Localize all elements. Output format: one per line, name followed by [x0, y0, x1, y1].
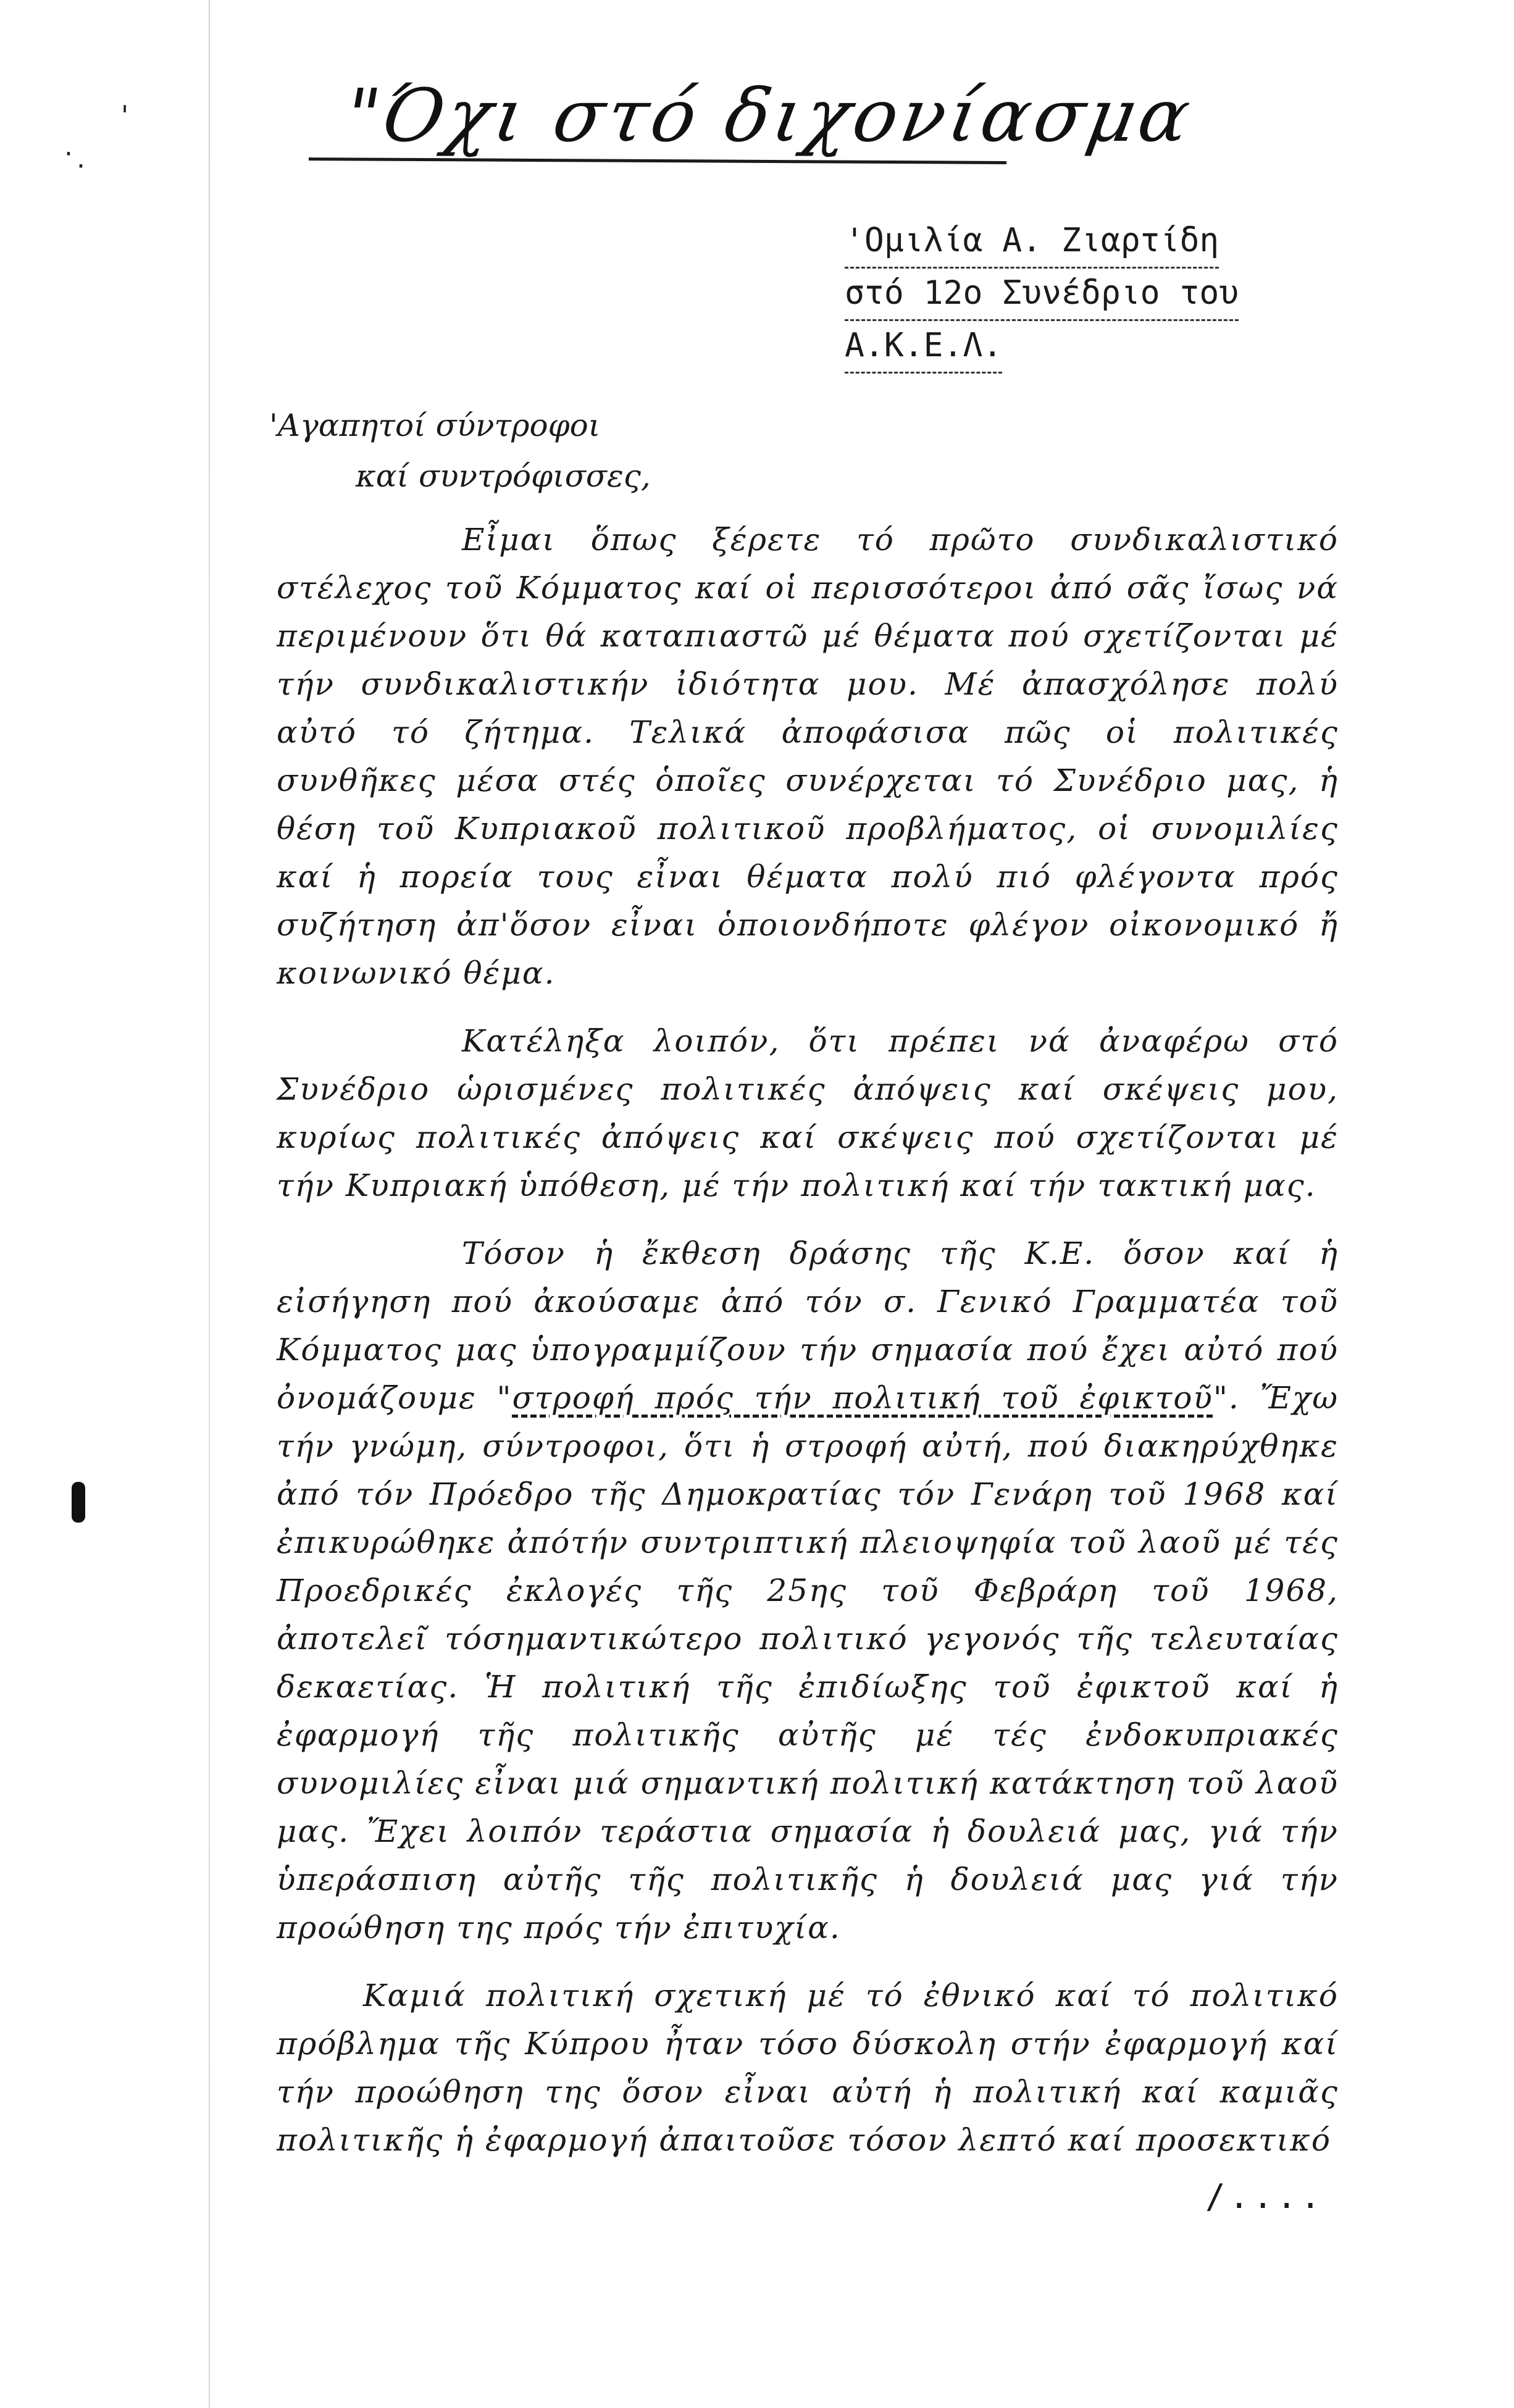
punch-hole-mark — [72, 1482, 85, 1523]
paragraph-3-start: Τόσον ἡ ἔκθεση δράσης τῆς Κ.Ε. ὅσον καί ἡ εἰσήγηση πού ἀκούσαμε ἀπό τόν σ. Γενικό Γραμματέα τοῦ Κόμματος μας ὑπογραμμίζουν τήν σημασία πού ἔχει αὐτό πού ὀνομάζουμε " — [277, 1235, 1339, 1416]
paragraph-4: Καμιά πολιτική σχετική μέ τό ἐθνικό καί τό πολιτικό πρόβλημα τῆς Κύπρου ἦταν τόσο δύσκολη στήν ἐφαρμογή καί τήν προώθηση της ὅσον εἶναι αὐτή ἡ πολιτική καί καμιᾶς πολιτικῆς ἡ ἐφαρμογή ἀπαιτοῦσε τόσον λεπτό καί προσεκτικό — [277, 1978, 1339, 2158]
page-edge-shadow — [209, 0, 210, 2408]
header-line-1: 'Ομιλία Α. Ζιαρτίδη — [845, 216, 1219, 269]
scan-mark: ' — [121, 100, 129, 132]
handwritten-title: "Όχι στό διχονίασμα — [338, 73, 1200, 158]
header-line-2: στό 12ο Συνέδριο του — [845, 269, 1239, 321]
paragraph-1: Εἶμαι ὅπως ξέρετε τό πρῶτο συνδικαλιστικό στέλεχος τοῦ Κόμματος καί οἱ περισσότεροι ἀπό σᾶς ἴσως νά περιμένουν ὅτι θά καταπιαστῶ μέ θέματα πού σχετίζονται μέ τήν συνδικαλιστικήν ἰδιότητα μου. Μέ ἀπασχόλησε πολύ αὐτό τό ζήτημα. Τελικά ἀποφάσισα πῶς οἱ πολιτικές συνθῆκες μέσα στές ὁποῖες συνέρχεται τό Συνέδριο μας, ἡ θέση τοῦ Κυπριακοῦ πολιτικοῦ προβλήματος, οἱ συνομιλίες καί ἡ πορεία τους εἶναι θέματα πολύ πιό φλέγοντα πρός συζήτηση ἀπ'ὅσον εἶναι ὁποιονδήποτε φλέγον οἰκονομικό ἤ κοινωνικό θέμα. — [277, 522, 1339, 991]
speech-header — [845, 216, 1239, 374]
salutation-line-2: καί συντρόφισσες, — [356, 458, 651, 494]
paragraph-3 — [277, 1229, 1339, 1952]
paragraph-3-end: ". Ἔχω τήν γνώμη, σύντροφοι, ὅτι ἡ στροφή αὐτή, πού διακηρύχθηκε ἀπό τόν Πρόεδρο τῆς Δημοκρατίας τόν Γενάρη τοῦ 1968 καί ἐπικυρώθηκε ἀπότήν συντριπτική πλειοψηφία τοῦ λαοῦ μέ τές Προεδρικές ἐκλογές τῆς 25ης τοῦ Φεβράρη τοῦ 1968, ἀποτελεῖ τόσημαντικώτερο πολιτικό γεγονός τῆς τελευταίας δεκαετίας. Ἡ πολιτική τῆς ἐπιδίωξης τοῦ ἐφικτοῦ καί ἡ ἐφαρμογή τῆς πολιτικῆς αὐτῆς μέ τές ἐνδοκυπριακές συνομιλίες εἶναι μιά σημαντική πολιτική κατάκτηση τοῦ λαοῦ μας. Ἔχει λοιπόν τεράστια σημασία ἡ δουλειά μας, γιά τήν ὑπεράσπιση αὐτῆς τῆς πολιτικῆς ἡ δουλειά μας γιά τήν προώθηση της πρός τήν ἐπιτυχία. — [277, 1380, 1339, 1946]
salutation — [269, 400, 651, 501]
salutation-line-1: 'Αγαπητοί σύντροφοι — [269, 408, 601, 443]
underlined-phrase: στροφή πρός τήν πολιτική τοῦ ἐφικτοῦ — [512, 1380, 1213, 1416]
scan-mark: · — [64, 138, 73, 170]
scan-mark: · — [77, 151, 85, 182]
speech-body — [277, 516, 1339, 2184]
header-line-3: Α.Κ.Ε.Λ. — [845, 321, 1002, 374]
paragraph-2: Κατέληξα λοιπόν, ὅτι πρέπει νά ἀναφέρω στό Συνέδριο ὡρισμένες πολιτικές ἀπόψεις καί σκέψεις μου, κυρίως πολιτικές ἀπόψεις καί σκέψεις πού σχετίζονται μέ τήν Κυπριακή ὑπόθεση, μέ τήν πολιτική καί τήν τακτική μας. — [277, 1023, 1339, 1203]
handwritten-title-underline — [309, 157, 1006, 164]
continuation-mark: /.... — [1205, 2177, 1324, 2216]
